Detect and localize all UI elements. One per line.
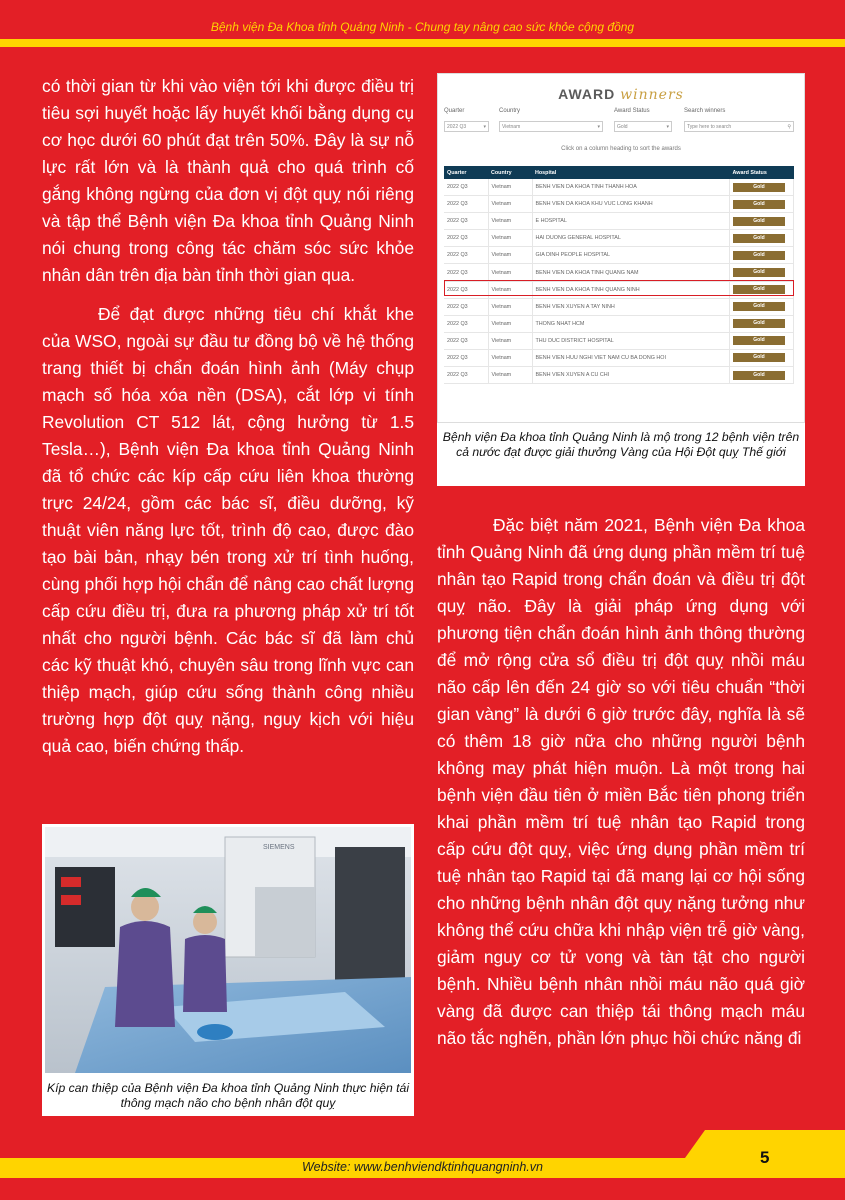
surgery-photo [42,824,414,1076]
gold-badge: Gold [733,183,785,192]
cell-quarter: 2022 Q3 [444,315,488,332]
cell-status [730,213,794,230]
cell-status [730,315,794,332]
cell-hospital: BENH VIEN XUYEN A TAY NINH [532,298,730,315]
quarter-select-value: 2022 Q3 [447,124,467,130]
award-status-select-value: Gold [617,124,628,130]
column-header-quarter[interactable]: Quarter [444,166,488,179]
page-header [0,0,845,40]
award-status-select[interactable] [614,121,672,132]
chevron-down-icon: ▾ [597,124,600,130]
cell-hospital: THU DUC DISTRICT HOSPITAL [532,332,730,349]
cell-status [730,264,794,281]
cell-country: Vietnam [488,281,532,298]
article-paragraph: có thời gian từ khi vào viện tới khi được điều trị tiêu sợi huyết hoặc lấy huyết khối bằng dụng cụ cơ học dưới 60 phút đạt trên 50%. Đây là sự nỗ lực rất lớn và là thành quả cho quá trình cố gắng không ngừng của đơn vị đột quỵ nói riêng và tập thể Bệnh viện Đa khoa tỉnh Quảng Ninh nói chung trong công tác chăm sóc sức khỏe nhân dân trên địa bàn tỉnh thời gian qua. [42,76,414,285]
table-row [444,332,794,349]
article-paragraph: Để đạt được những tiêu chí khắt khe của WSO, ngoài sự đầu tư đồng bộ về hệ thống trang thiết bị chẩn đoán hình ảnh (Máy chụp mạch số hóa xóa nền (DSA), cắt lớp vi tính Revolution CT 512 lát, cộng hưởng từ 1.5 Tesla…), Bệnh viện Đa khoa tỉnh Quảng Ninh đã tổ chức các kíp cấp cứu liên khoa thường trực 24/24, gồm các bác sĩ, điều dưỡng, kỹ thuật viên năng lực tốt, trình độ cao, được đào tạo bài bản, nhạy bén trong xử trí tình huống, cùng phối hợp hội chẩn để nâng cao chất lượng cấp cứu điều trị, đưa ra phương pháp xử trí tốt nhất cho người bệnh. Các bác sĩ đã làm chủ các kỹ thuật khó, chuyên sâu trong lĩnh vực can thiệp mạch, giúp cứu sống thành công nhiều trường hợp đột quỵ nặng, nguy kịch với hiệu quả cao, biến chứng thấp. [42,304,414,756]
column-header-hospital[interactable]: Hospital [532,166,730,179]
cell-status [730,367,794,384]
cell-country: Vietnam [488,367,532,384]
quarter-label: Quarter [444,108,465,114]
cell-status [730,230,794,247]
award-status-label: Award Status [614,108,650,114]
award-filters [444,108,798,138]
search-label: Search winners [684,108,726,114]
siemens-label: SIEMENS [263,844,295,851]
column-header-country[interactable]: Country [488,166,532,179]
gold-badge: Gold [733,200,785,209]
award-title [438,86,804,103]
cell-hospital: BENH VIEN DA KHOA TINH QUANG NAM [532,264,730,281]
cell-status [730,332,794,349]
cell-country: Vietnam [488,264,532,281]
cell-status [730,349,794,366]
cell-hospital: THONG NHAT HCM [532,315,730,332]
cell-country: Vietnam [488,332,532,349]
award-caption: Bệnh viện Đa khoa tỉnh Quảng Ninh là mộ trong 12 bệnh viện trên cả nước đạt được giải thưởng Vàng của Hội Đột quỵ Thế giới [437,423,805,486]
column-header-award-status[interactable]: Award Status [730,166,794,179]
cell-quarter: 2022 Q3 [444,247,488,264]
gold-badge: Gold [733,371,785,380]
cell-country: Vietnam [488,298,532,315]
gold-badge: Gold [733,251,785,260]
award-table [444,166,794,384]
cell-status [730,179,794,196]
gold-badge: Gold [733,353,785,362]
cell-hospital: BENH VIEN HUU NGHI VIET NAM CU BA DONG HOI [532,349,730,366]
country-label: Country [499,108,521,114]
sort-note: Click on a column heading to sort the awards [561,146,681,152]
cell-status [730,281,794,298]
table-row [444,196,794,213]
cell-hospital: GIA DINH PEOPLE HOSPITAL [532,247,730,264]
header-divider [0,39,845,47]
cell-hospital: BENH VIEN DA KHOA TINH THANH HOA [532,179,730,196]
table-row [444,264,794,281]
gold-badge: Gold [733,234,785,243]
cell-quarter: 2022 Q3 [444,264,488,281]
search-input[interactable] [684,121,794,132]
table-row [444,213,794,230]
header-title: Bệnh viện Đa Khoa tỉnh Quảng Ninh - Chung tay nâng cao sức khỏe cộng đồng [210,20,635,34]
article-paragraph: Đặc biệt năm 2021, Bệnh viện Đa khoa tỉnh Quảng Ninh đã ứng dụng phần mềm trí tuệ nhân tạo Rapid trong chẩn đoán và điều trị đột quỵ não. Đây là giải pháp ứng dụng với phương tiện chẩn đoán hình ảnh thông thường để mở rộng cửa sổ điều trị đột quỵ nhồi máu não cấp lên đến 24 giờ so với tiêu chuẩn “thời gian vàng” là dưới 6 giờ trước đây, nghĩa là sẽ có thêm 18 giờ nữa cho những người bệnh không may phát hiện muộn. Là một trong hai bệnh viện đầu tiên ở miền Bắc tiên phong triển khai phần mềm trí tuệ nhân tạo Rapid trong cấp cứu đột quỵ, việc ứng dụng phần mềm trí tuệ nhân tạo Rapid tại đã mang lại cơ hội sống cho những bệnh nhân đột quỵ nặng tưởng như không thể cứu chữa khi nhập viện trễ giờ vàng, giảm nguy cơ tử vong và tàn tật cho người bệnh. Nhiều bệnh nhân nhồi máu não quá giờ vàng đã được can thiệp tái thông mạch máu não tắc nghẽn, phần lớn phục hồi chức năng đi [437,515,805,1048]
cell-status [730,196,794,213]
table-row [444,179,794,196]
footer-website[interactable]: Website: www.benhviendktinhquangninh.vn [302,1160,543,1174]
cell-status [730,247,794,264]
gold-badge: Gold [733,268,785,277]
surgery-photo-image [45,827,411,1073]
cell-quarter: 2022 Q3 [444,213,488,230]
right-article-column [437,512,805,1052]
country-select-value: Vietnam [502,124,521,130]
gold-badge: Gold [733,285,785,294]
cell-country: Vietnam [488,213,532,230]
page-number: 5 [760,1148,770,1167]
cell-quarter: 2022 Q3 [444,196,488,213]
search-placeholder: Type here to search [687,124,732,130]
cell-country: Vietnam [488,179,532,196]
gold-badge: Gold [733,336,785,345]
gold-badge: Gold [733,302,785,311]
cell-country: Vietnam [488,349,532,366]
cell-quarter: 2022 Q3 [444,179,488,196]
table-row [444,298,794,315]
cell-quarter: 2022 Q3 [444,281,488,298]
award-table-header [444,166,794,179]
award-winners-screenshot [437,73,805,423]
chevron-down-icon: ▾ [666,124,669,130]
cell-country: Vietnam [488,230,532,247]
cell-country: Vietnam [488,196,532,213]
table-row [444,247,794,264]
cell-hospital: BENH VIEN DA KHOA KHU VUC LONG KHANH [532,196,730,213]
chevron-down-icon: ▾ [483,124,486,130]
cell-quarter: 2022 Q3 [444,230,488,247]
cell-hospital: BENH VIEN DA KHOA TINH QUANG NINH [532,281,730,298]
award-title-script: winners [620,87,684,103]
country-select[interactable] [499,121,603,132]
table-row-highlighted [444,281,794,298]
table-row [444,315,794,332]
cell-quarter: 2022 Q3 [444,332,488,349]
table-row [444,230,794,247]
cell-country: Vietnam [488,315,532,332]
cell-quarter: 2022 Q3 [444,367,488,384]
cell-status [730,298,794,315]
search-icon: ⚲ [787,124,791,130]
cell-quarter: 2022 Q3 [444,298,488,315]
table-row [444,349,794,366]
cell-hospital: HAI DUONG GENERAL HOSPITAL [532,230,730,247]
cell-hospital: BENH VIEN XUYEN A CU CHI [532,367,730,384]
table-row [444,367,794,384]
gold-badge: Gold [733,217,785,226]
quarter-select[interactable] [444,121,489,132]
photo-caption: Kíp can thiệp của Bệnh viện Đa khoa tỉnh Quảng Ninh thực hiện tái thông mạch não cho bệnh nhân đột quỵ [42,1076,414,1116]
left-article-column [42,73,414,760]
cell-hospital: E HOSPITAL [532,213,730,230]
cell-quarter: 2022 Q3 [444,349,488,366]
award-title-main: AWARD [558,86,616,102]
cell-country: Vietnam [488,247,532,264]
gold-badge: Gold [733,319,785,328]
